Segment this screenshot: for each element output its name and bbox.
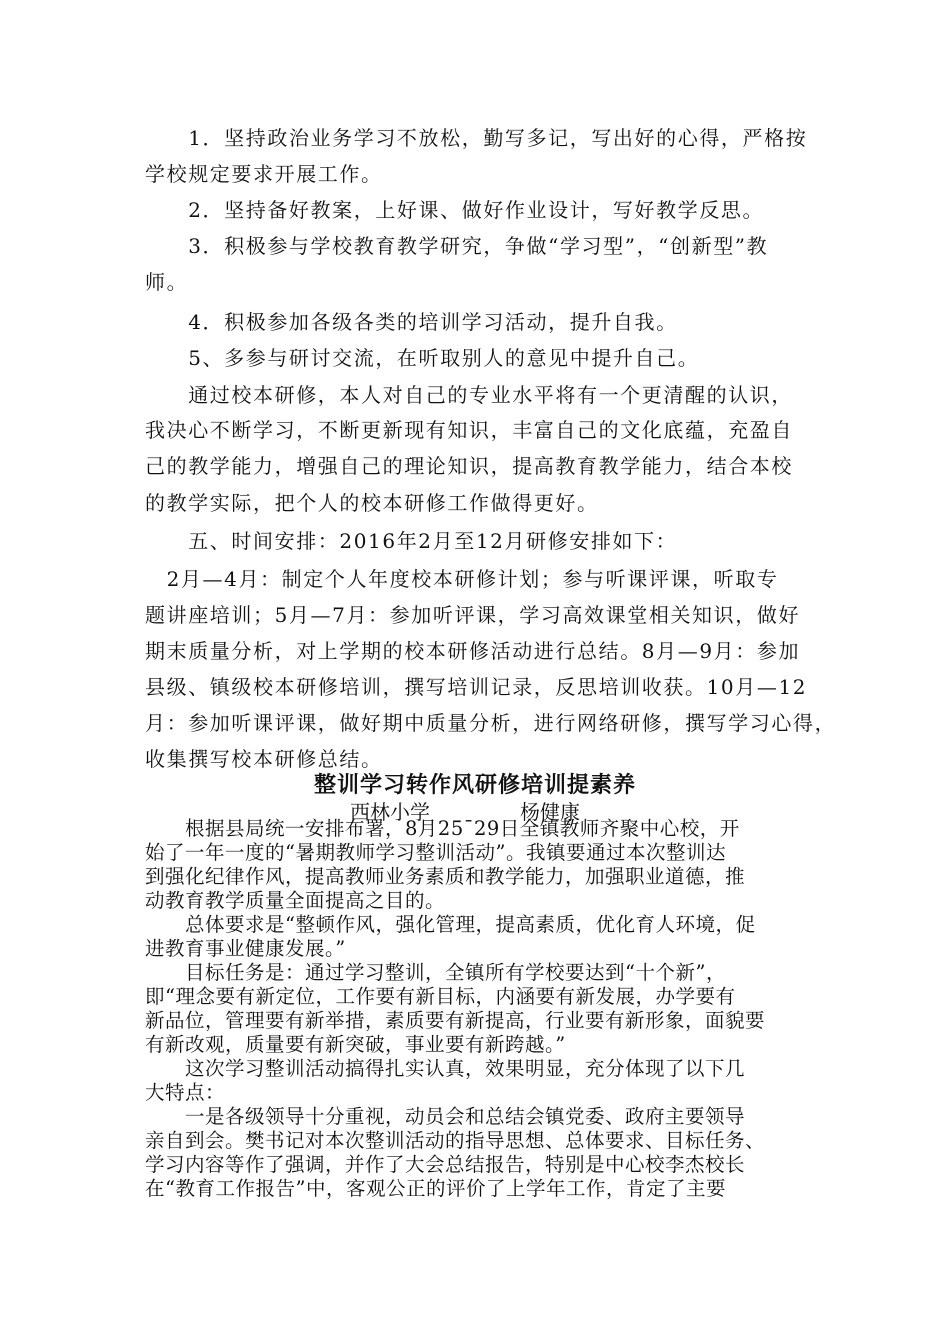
article-line: 根据县局统一安排布署，8月25¯29日全镇教师齐聚中心校，开: [145, 817, 740, 840]
text-line: 1．坚持政治业务学习不放松，勤写多记，写出好的心得，严格按: [145, 126, 808, 150]
article-line: 即“理念要有新定位，工作要有新目标，内涵要有新发展，办学要有: [145, 985, 736, 1008]
text-line: 2月—4月：制定个人年度校本研修计划；参与听课评课，听取专: [145, 567, 779, 591]
text-line: 己的教学能力，增强自己的理论知识，提高教育教学能力，结合本校: [145, 454, 793, 478]
text-line: 2．坚持备好教案，上好课、做好作业设计，写好教学反思。: [145, 198, 765, 222]
article-line: 目标任务是：通过学习整训，全镇所有学校要达到“十个新”，: [145, 961, 726, 984]
text-line: 的教学实际，把个人的校本研修工作做得更好。: [145, 491, 599, 515]
text-line: 期末质量分析，对上学期的校本研修活动进行总结。8月—9月：参加: [145, 639, 801, 663]
text-line: 题讲座培训；5月—7月：参加听评课，学习高效课堂相关知识，做好: [145, 603, 801, 627]
text-line: 5、多参与研讨交流，在听取别人的意见中提升自己。: [145, 346, 700, 370]
text-line: 通过校本研修，本人对自己的专业水平将有一个更清醒的认识，: [145, 383, 793, 407]
article-line: 这次学习整训活动搞得扎实认真，效果明显，充分体现了以下几: [145, 1057, 746, 1080]
text-line: 4．积极参加各级各类的培训学习活动，提升自我。: [145, 310, 678, 334]
article-line: 进教育事业健康发展。”: [145, 937, 346, 960]
text-line: 五、时间安排：2016年2月至12月研修安排如下：: [145, 529, 678, 553]
text-line: 我决心不断学习，不断更新现有知识，丰富自己的文化底蕴，充盈自: [145, 418, 793, 442]
text-line: 收集撰写校本研修总结。: [145, 747, 383, 771]
text-line: 师。: [145, 270, 189, 294]
article-line: 动教育教学质量全面提高之目的。: [145, 889, 446, 912]
text-line: 3．积极参与学校教育教学研究，争做“学习型”，“创新型”教: [145, 234, 769, 258]
article-line: 始了一年一度的“暑期教师学习整训活动”。我镇要通过本次整训达: [145, 841, 726, 864]
article-line: 大特点：: [145, 1081, 226, 1104]
author-name: 杨健康: [520, 800, 580, 824]
article-line: 亲自到会。樊书记对本次整训活动的指导思想、总体要求、目标任务、: [145, 1129, 766, 1152]
article-line: 在“教育工作报告”中，客观公正的评价了上学年工作，肯定了主要: [145, 1177, 726, 1200]
article-line: 一是各级领导十分重视，动员会和总结会镇党委、政府主要领导: [145, 1105, 746, 1128]
article-line: 学习内容等作了强调，并作了大会总结报告，特别是中心校李杰校长: [145, 1153, 746, 1176]
author-school: 西林小学: [350, 800, 430, 824]
article-line: 有新改观，质量要有新突破，事业要有新跨越。”: [145, 1033, 566, 1056]
text-line: 学校规定要求开展工作。: [145, 162, 383, 186]
article-title: 整训学习转作风研修培训提素养: [313, 772, 636, 798]
text-line: 县级、镇级校本研修培训，撰写培训记录，反思培训收获。10月—12: [145, 675, 808, 699]
article-line: 到强化纪律作风，提高教师业务素质和教学能力，加强职业道德，推: [145, 865, 746, 888]
text-line: 月：参加听课评课，做好期中质量分析，进行网络研修，撰写学习心得，: [145, 711, 837, 735]
article-line: 总体要求是“整顿作风，强化管理，提高素质，优化育人环境，促: [145, 913, 756, 936]
article-line: 新品位，管理要有新举措，素质要有新提高，行业要有新形象，面貌要: [145, 1009, 766, 1032]
